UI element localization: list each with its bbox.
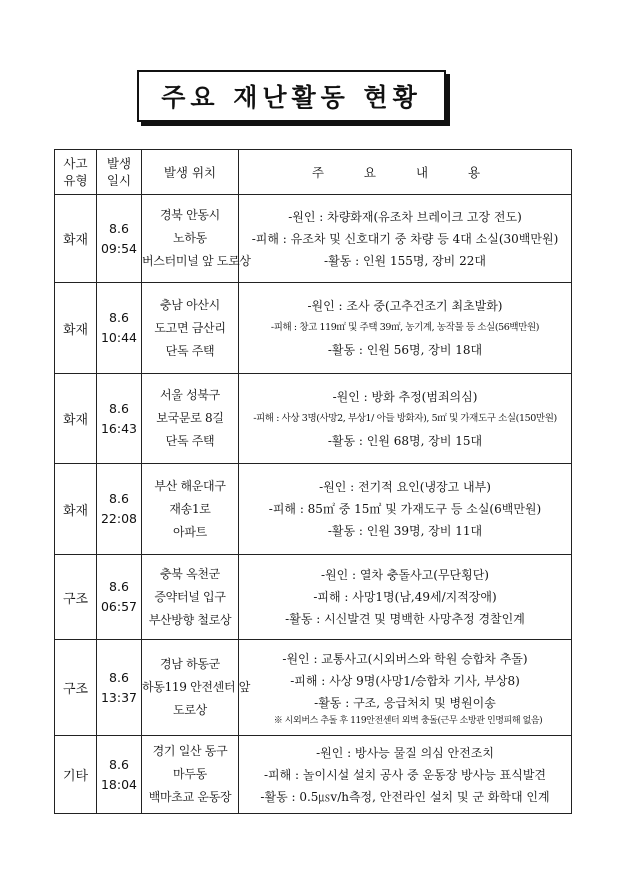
title-box	[137, 70, 446, 122]
detail-line: -활동 : 인원 56명, 장비 18대	[327, 343, 483, 357]
location-line: 재송1로	[169, 501, 211, 516]
location-line: 증약터널 입구	[154, 589, 226, 604]
incident-type: 기타	[55, 736, 97, 814]
incident-type: 구조	[55, 640, 97, 736]
incident-datetime	[97, 464, 142, 555]
header-details: 주 요 내 용	[239, 150, 572, 195]
disaster-table	[54, 149, 572, 814]
incident-location	[142, 195, 251, 283]
location-line: 노하동	[173, 231, 207, 245]
location-line: 부산 해운대구	[154, 478, 226, 493]
incident-details	[239, 640, 572, 736]
detail-line: -원인 : 열차 충돌사고(무단횡단)	[320, 568, 489, 582]
detail-line: -활동 : 인원 155명, 장비 22대	[324, 253, 486, 268]
incident-datetime	[97, 736, 142, 814]
detail-line: -활동 : 시신발견 및 명백한 사망추정 경찰인계	[285, 612, 525, 626]
incident-location	[142, 640, 251, 736]
incident-time: 06:57	[100, 599, 138, 614]
incident-location	[142, 374, 239, 464]
detail-line: -활동 : 인원 39명, 장비 11대	[327, 524, 483, 538]
location-line: 도로상	[173, 703, 207, 717]
detail-line: -피해 : 85㎡ 중 15㎡ 및 가재도구 등 소실(6백만원)	[268, 502, 542, 516]
table-row	[55, 736, 572, 814]
detail-note: ※ 시외버스 추돌 후 119안전센터 외벽 충돌(근무 소방관 인명피해 없음)	[273, 715, 543, 726]
incident-time: 10:44	[100, 330, 138, 345]
location-line: 충북 옥천군	[160, 566, 220, 581]
incident-type: 화재	[55, 195, 97, 283]
incident-details	[239, 195, 572, 283]
location-line: 백마초교 운동장	[148, 790, 232, 804]
incident-time: 22:08	[100, 511, 138, 526]
detail-line: -활동 : 0.5㎲v/h측정, 안전라인 설치 및 군 화학대 인계	[260, 789, 550, 804]
incident-date: 8.6	[109, 669, 129, 685]
detail-line: -피해 : 유조차 및 신호대기 중 차량 등 4대 소실(30백만원)	[251, 231, 559, 246]
page-title: 주요 재난활동 현황	[161, 83, 422, 112]
detail-line: -피해 : 사상 3명(사망2, 부상1/ 아들 방화자), 5㎡ 및 가재도구 소실(150만원)	[253, 412, 557, 424]
incident-time: 09:54	[100, 240, 138, 256]
location-line: 하동119 안전센터 앞	[142, 680, 251, 694]
incident-datetime	[97, 640, 142, 736]
detail-line: -원인 : 방화 추정(범죄의심)	[332, 389, 478, 404]
detail-line: -원인 : 방사능 물질 의심 안전조치	[316, 745, 494, 760]
detail-line: -피해 : 사망1명(남,49세/지적장애)	[313, 590, 497, 604]
incident-location	[142, 283, 239, 374]
incident-details	[239, 555, 572, 640]
incident-details	[239, 374, 572, 464]
incident-date: 8.6	[109, 220, 129, 236]
detail-line: -피해 : 놀이시설 설치 공사 중 운동장 방사능 표식발견	[263, 767, 547, 782]
table-row	[55, 555, 572, 640]
table-row	[55, 464, 572, 555]
header-row	[55, 150, 572, 195]
location-line: 단독 주택	[165, 343, 215, 358]
location-line: 보국문로 8길	[156, 411, 224, 425]
detail-line: -피해 : 창고 119㎡ 및 주택 39㎡, 농기계, 농작물 등 소실(56백만원)	[270, 322, 540, 333]
incident-type: 구조	[55, 555, 97, 640]
location-line: 경기 일산 동구	[152, 744, 228, 758]
table-row	[55, 374, 572, 464]
incident-type: 화재	[55, 464, 97, 555]
location-line: 마두동	[173, 767, 207, 781]
incident-details	[239, 736, 572, 814]
location-line: 부산방향 철로상	[148, 612, 232, 627]
location-line: 버스터미널 앞 도로상	[142, 254, 251, 268]
incident-datetime	[97, 374, 142, 464]
incident-type: 화재	[55, 283, 97, 374]
table-row	[55, 195, 572, 283]
incident-date: 8.6	[109, 491, 129, 506]
location-line: 충남 아산시	[160, 297, 220, 312]
incident-details	[239, 464, 572, 555]
detail-line: -활동 : 구조, 응급처치 및 병원이송	[314, 695, 496, 710]
incident-location	[142, 464, 239, 555]
detail-line: -활동 : 인원 68명, 장비 15대	[327, 433, 483, 448]
location-line: 아파트	[173, 524, 207, 539]
incident-datetime	[97, 195, 142, 283]
header-type: 사고 유형	[55, 150, 97, 195]
location-line: 단독 주택	[165, 434, 215, 448]
incident-date: 8.6	[109, 400, 129, 416]
detail-line: -원인 : 전기적 요인(냉장고 내부)	[319, 480, 491, 494]
incident-time: 13:37	[100, 689, 138, 705]
location-line: 서울 성북구	[160, 388, 220, 402]
incident-time: 16:43	[100, 420, 138, 436]
header-location: 발생 위치	[142, 150, 239, 195]
location-line: 도고면 금산리	[154, 320, 226, 335]
detail-line: -원인 : 교통사고(시외버스와 학원 승합차 추돌)	[282, 651, 528, 666]
detail-line: -원인 : 차량화재(유조차 브레이크 고장 전도)	[288, 209, 522, 224]
location-line: 경북 안동시	[160, 208, 220, 222]
incident-date: 8.6	[109, 579, 129, 594]
table-row	[55, 283, 572, 374]
incident-datetime	[97, 283, 142, 374]
incident-time: 18:04	[100, 776, 138, 792]
incident-datetime	[97, 555, 142, 640]
detail-line: -피해 : 사상 9명(사망1/승합차 기사, 부상8)	[290, 673, 520, 688]
header-datetime: 발생 일시	[97, 150, 142, 195]
table-row	[55, 640, 572, 736]
incident-details	[239, 283, 572, 374]
incident-date: 8.6	[109, 310, 129, 325]
incident-date: 8.6	[109, 756, 129, 772]
incident-location	[142, 555, 239, 640]
detail-line: -원인 : 조사 중(고추건조기 최초발화)	[307, 299, 503, 313]
location-line: 경남 하동군	[160, 657, 220, 671]
incident-location	[142, 736, 239, 814]
incident-type: 화재	[55, 374, 97, 464]
